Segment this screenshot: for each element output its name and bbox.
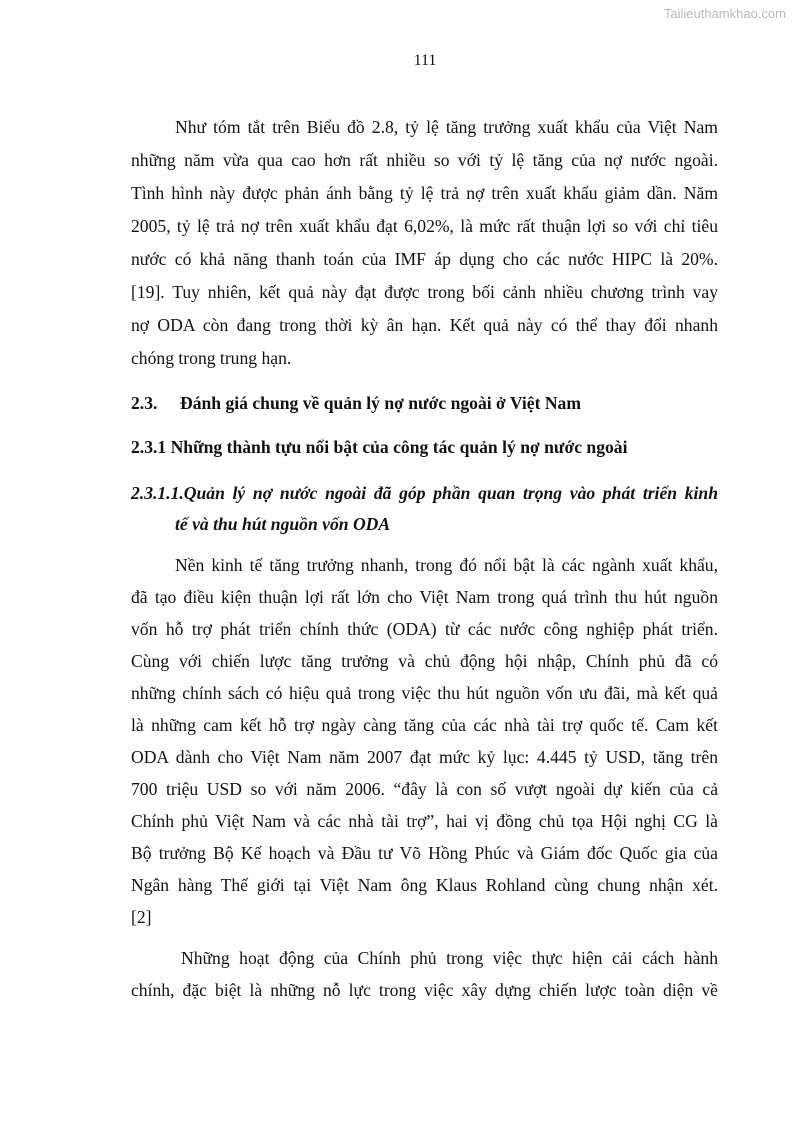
text-line: là những cam kết hỗ trợ ngày càng tăng của các nhà tài trợ quốc tế. Cam kết <box>131 715 718 735</box>
text-line: [19]. Tuy nhiên, kết quả này đạt được trong bối cảnh nhiều chương trình vay <box>131 282 718 302</box>
heading-2-3-1: 2.3.1 Những thành tựu nổi bật của công tác quản lý nợ nước ngoài <box>131 437 628 457</box>
page-number: 111 <box>413 52 437 69</box>
text-line: Những hoạt động của Chính phủ trong việc thực hiện cải cách hành <box>181 948 718 968</box>
text-line: ODA dành cho Việt Nam năm 2007 đạt mức kỷ lục: 4.445 tỷ USD, tăng trên <box>131 747 718 767</box>
heading-2-3-1-1: 2.3.1.1.Quản lý nợ nước ngoài đã góp phần quan trọng vào phát triển kinh <box>131 483 718 503</box>
heading-2-3-number: 2.3. <box>131 393 158 413</box>
text-line: nợ ODA còn đang trong thời kỳ ân hạn. Kết quả này có thể thay đổi nhanh <box>131 315 718 335</box>
text-line: 2005, tỷ lệ trả nợ trên xuất khẩu đạt 6,02%, là mức rất thuận lợi so với chỉ tiêu <box>131 216 718 236</box>
text-line: những chính sách có hiệu quả trong việc thu hút nguồn vốn ưu đãi, mà kết quả <box>131 683 718 703</box>
text-line: Như tóm tắt trên Biểu đồ 2.8, tỷ lệ tăng trưởng xuất khẩu của Việt Nam <box>175 117 718 137</box>
heading-2-3-1-1-cont: tế và thu hút nguồn vốn ODA <box>175 514 391 534</box>
text-line: Cùng với chiến lược tăng trưởng và chủ động hội nhập, Chính phủ đã có <box>131 651 718 671</box>
heading-2-3-title: Đánh giá chung về quản lý nợ nước ngoài ở Việt Nam <box>180 393 582 413</box>
text-line: nước có khả năng thanh toán của IMF áp dụng cho các nước HIPC là 20%. <box>131 249 718 269</box>
text-line: Ngân hàng Thế giới tại Việt Nam ông Klaus Rohland cùng chung nhận xét. <box>131 875 718 895</box>
text-line: chính, đặc biệt là những nỗ lực trong việc xây dựng chiến lược toàn diện về <box>131 980 718 1000</box>
text-line: Bộ trưởng Bộ Kế hoạch và Đầu tư Võ Hồng Phúc và Giám đốc Quốc gia của <box>131 843 718 863</box>
text-line: [2] <box>131 907 152 927</box>
text-line: Nền kinh tế tăng trưởng nhanh, trong đó nổi bật là các ngành xuất khẩu, <box>175 555 718 575</box>
text-line: đã tạo điều kiện thuận lợi rất lớn cho Việt Nam trong quá trình thu hút nguồn <box>131 587 718 607</box>
text-line: Tình hình này được phản ánh bằng tỷ lệ trả nợ trên xuất khẩu giảm dần. Năm <box>131 183 718 203</box>
watermark: Tailieuthamkhao.com <box>663 6 786 21</box>
text-line: những năm vừa qua cao hơn rất nhiều so với tỷ lệ tăng của nợ nước ngoài. <box>131 150 718 170</box>
text-line: Chính phủ Việt Nam và các nhà tài trợ”, hai vị đồng chủ tọa Hội nghị CG là <box>131 811 718 831</box>
text-line: vốn hỗ trợ phát triển chính thức (ODA) từ các nước công nghiệp phát triển. <box>131 619 718 639</box>
text-line: chóng trong trung hạn. <box>131 348 292 368</box>
text-line: 700 triệu USD so với năm 2006. “đây là con số vượt ngoài dự kiến của cả <box>131 779 718 799</box>
